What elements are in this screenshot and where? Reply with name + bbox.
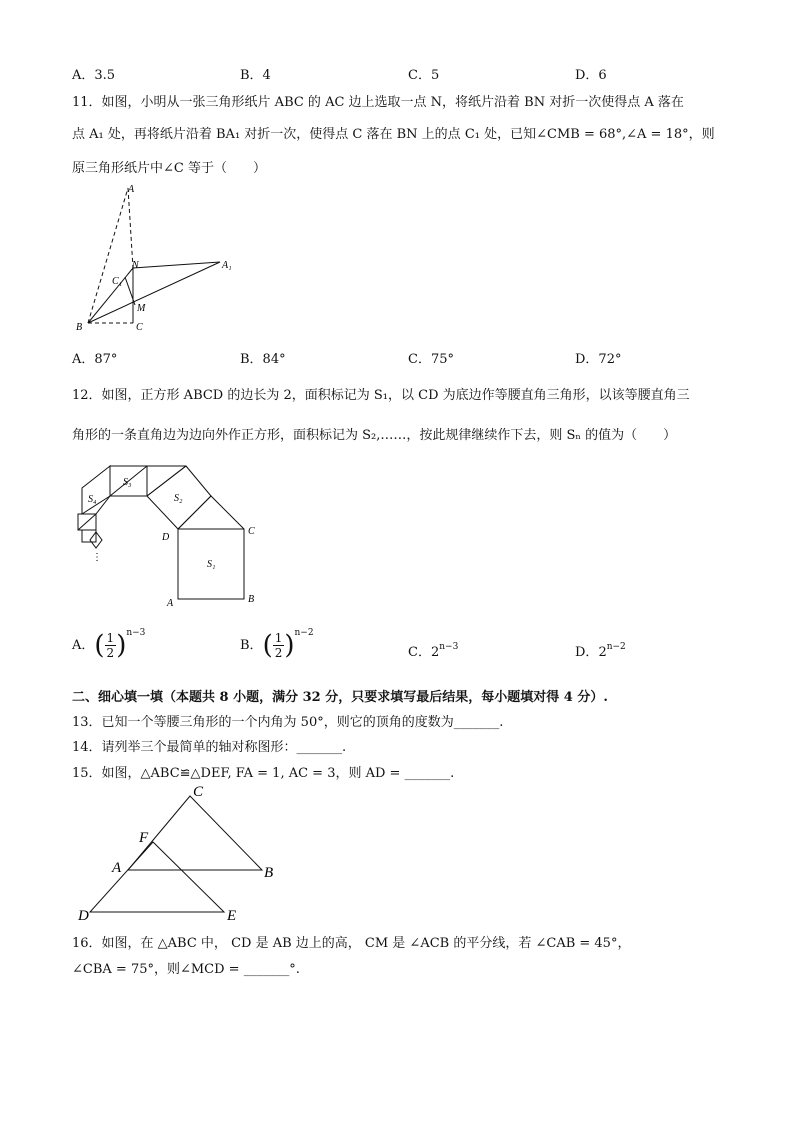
q12-figure	[70, 456, 280, 616]
q12-square-s6	[82, 530, 96, 542]
q11-line-an	[128, 188, 133, 268]
q11-label-a: A	[128, 184, 135, 195]
q11-option-b: B．84°	[240, 352, 286, 367]
q16-line-1: 16．如图，在 △ABC 中， CD 是 AB 边上的高， CM 是 ∠ACB 的平分线，若 ∠CAB = 45°，	[72, 936, 631, 951]
q12-diag	[147, 466, 186, 496]
q12-option-b: B．( $\frac{1}{2}$ )$^{n-2}$	[240, 628, 314, 661]
q10-option-c: C．5	[408, 68, 440, 83]
q15-label-d: D	[78, 908, 89, 924]
q10-option-b: B．4	[240, 68, 271, 83]
q15-text: 15．如图，△ABC≌△DEF, FA = 1, AC = 3，则 AD = _______.	[72, 766, 455, 781]
q15-figure	[70, 782, 290, 932]
q14-text: 14．请列举三个最简单的轴对称图形：_______.	[72, 740, 347, 755]
q11-line-na1	[133, 262, 220, 268]
q11-line-bn	[88, 268, 133, 323]
q11-label-c: C	[136, 322, 143, 333]
q15-label-c: C	[193, 784, 204, 800]
q11-line-ba	[88, 188, 128, 323]
q11-label-b: B	[76, 322, 83, 333]
q11-figure	[70, 180, 250, 340]
q12-line-1: 12．如图，正方形 ABCD 的边长为 2，面积标记为 S₁，以 CD 为底边作等腰直角三角形，以该等腰直角三	[72, 388, 690, 403]
q15-label-a: A	[112, 860, 122, 876]
q12-label-c: C	[248, 526, 255, 537]
q15-label-b: B	[264, 865, 274, 881]
q15-triangle-def	[90, 842, 224, 912]
q12-label-s4: S₄	[88, 494, 97, 505]
q11-option-d: D．72°	[575, 352, 622, 367]
q12-triangle-1	[178, 496, 244, 529]
q11-line-1: 11．如图，小明从一张三角形纸片 ABC 的 AC 边上选取一点 N，将纸片沿着 BN 对折一次使得点 A 落在	[72, 95, 684, 110]
q12-dots: ⋮	[92, 552, 102, 563]
q12-option-d: D．$2^{n-2}$	[575, 642, 626, 660]
q10-option-d: D．6	[575, 68, 607, 83]
q12-line-2: 角形的一条直角边为边向外作正方形，面积标记为 S₂,……，按此规律继续作下去，则 Sₙ 的值为（ ）	[72, 428, 677, 443]
q11-label-a1: A₁	[222, 260, 232, 271]
q12-label-s3: S₃	[123, 477, 132, 488]
q12-label-s2: S₂	[174, 493, 183, 504]
section-2-heading: 二、细心填一填（本题共 8 小题，满分 32 分，只要求填写最后结果，每小题填对得 4 分）.	[72, 690, 608, 705]
q12-option-c: C．$2^{n-3}$	[408, 642, 459, 660]
q15-label-e: E	[227, 908, 237, 924]
q11-line-ba1	[88, 262, 220, 323]
q11-line-3: 原三角形纸片中∠C 等于（ ）	[72, 161, 266, 176]
q11-label-m: M	[137, 303, 146, 314]
q11-label-c1: C₁	[112, 276, 123, 287]
q13-text: 13．已知一个等腰三角形的一个内角为 50°，则它的顶角的度数为_______.	[72, 715, 504, 730]
q15-label-f: F	[139, 830, 149, 846]
q12-diag-4	[78, 514, 96, 530]
q11-label-n: N	[132, 260, 139, 271]
q12-square-s4	[82, 466, 110, 514]
q12-label-d: D	[162, 532, 170, 543]
q12-option-a: A．( $\frac{1}{2}$ )$^{n-3}$	[72, 628, 146, 661]
q12-label-b: B	[248, 594, 255, 605]
q12-label-a: A	[167, 598, 174, 609]
q11-option-a: A．87°	[72, 352, 118, 367]
q16-line-2: ∠CBA = 75°，则∠MCD = _______°.	[72, 962, 300, 977]
q12-label-s1: S₁	[207, 559, 216, 570]
q11-option-c: C．75°	[408, 352, 454, 367]
q10-option-a: A．3.5	[72, 68, 116, 83]
q11-line-2: 点 A₁ 处，再将纸片沿着 BA₁ 对折一次，使得点 C 落在 BN 上的点 C₁ 处，已知∠CMB = 68°,∠A = 18°，则	[72, 127, 715, 142]
